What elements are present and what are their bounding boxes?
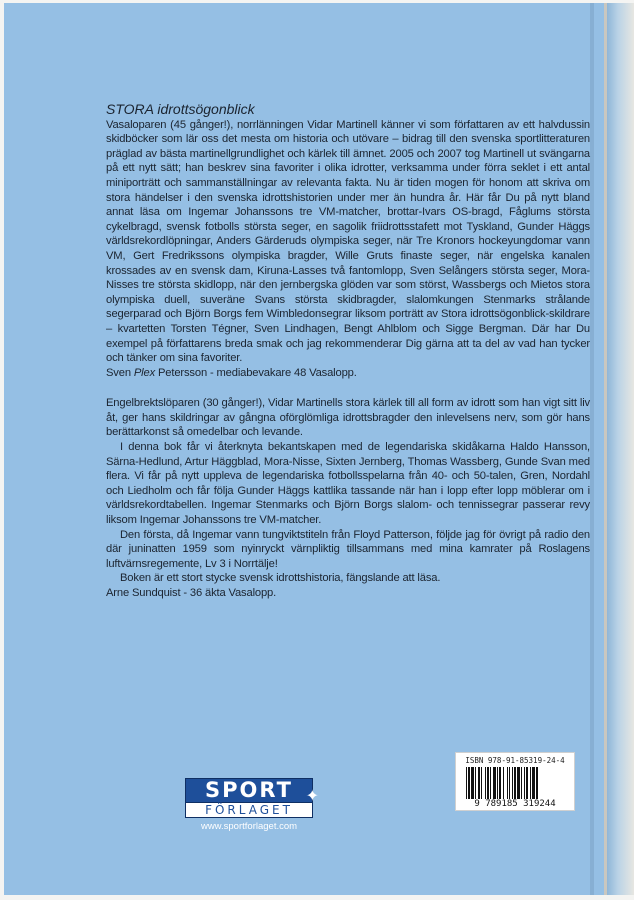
blurb-paragraph-1: Vasaloparen (45 gånger!), norrlänningen Vidar Martinell känner vi som författaren av ett halvdussin skidböcker som lär oss det mesta om historia och utövare – bidrag till den svenska sportlitteraturen präglad av bästa martinellgrundlighet och kärlek till ämnet. 2005 och 2007 tog Martinell ut svängarna på ett nytt sätt; han beskrev sina favoriter i olika idrotter, verksamma under förra seklet i ett antal miniporträtt och sammanställningar av relevanta fakta. Nu är tiden mogen för honom att skriva om stora händelser i den svenska idrottshistorien under mer än hundra år. Här får Du på nytt bland annat läsa om Ingemar Johanssons tre VM-matcher, brottar-Ivars OS-bragd, Fåglums största cykelbragd, svensk fotbolls största seger, en sagolik friidrottsstafett mot Tyskland, Gunder Häggs världsrekordlöpningar, Anders Gärderuds olympiska seger, när Tre Kronors hockeyungdomar vann VM, Gert Fredrikssons olympiska bragder, Wille Gruts finaste seger, när engelska kanalen krossades av en svensk dam, Kiruna-Lasses två fantomlopp, Sven Selångers största seger, Mora-Nisses tre största skidlopp, när den jernbergska glöden var som störst, Wassbergs och Mietos stora olympiska duell, suveräne Svans största skidbragder, slalomkungen Stenmarks strålande segerparad och Björn Borgs fem Wimbledonsegrar liksom porträtt av Stora idrottsögonblick-skildrare – kvartetten Torsten Tégner, Sven Lindhagen, Bengt Ahlblom och Sigge Bergman. Där har Du exempel på författarens breda smak och jag rekommenderar Dig gärna att ta del av vad han tycker och tänker om sina favoriter. bbox=[106, 118, 590, 365]
book-spine-edge bbox=[607, 3, 634, 895]
barcode-number: 9 789185 319244 bbox=[474, 799, 556, 809]
blurb-paragraph-5: Boken är ett stort stycke svensk idrottshistoria, fängslande att läsa. bbox=[120, 572, 441, 585]
barcode-bars bbox=[466, 767, 564, 799]
blurb-paragraph-4: Den första, då Ingemar vann tungviktstiteln från Floyd Patterson, följde jag för övrigt på radio den där juninatten 1959 som nyinryckt värnpliktig tillsammans med mina kamrater på Roslagens luftvärnsregemente, Lv 3 i Norrtälje! bbox=[106, 528, 590, 570]
star-icon: ✦ bbox=[305, 786, 322, 805]
publisher-logo bbox=[180, 778, 322, 832]
blurb-paragraph-2: Engelbrektslöparen (30 gånger!), Vidar Martinells stora kärlek till all form av idrott som han vigt sitt liv åt, ger hans skildringar av gångna oförglömliga idrottsbragder den inlevelsens nerv, som gör hans berättarkonst så omedelbar och levande. bbox=[106, 397, 590, 439]
blurb-heading: STORA idrottsögonblick bbox=[106, 101, 255, 117]
signature-1-nickname: Plex bbox=[133, 366, 156, 379]
back-cover-blurb bbox=[106, 102, 590, 601]
publisher-url: www.sportforlaget.com bbox=[200, 821, 298, 832]
signature-1-suffix: Petersson - mediabevakare 48 Vasalopp. bbox=[155, 366, 357, 379]
signature-1 bbox=[106, 366, 590, 381]
logo-sport-word: SPORT bbox=[185, 778, 313, 803]
signature-2: Arne Sundquist - 36 äkta Vasalopp. bbox=[106, 587, 277, 599]
signature-1-prefix: Sven bbox=[106, 366, 134, 379]
isbn-barcode bbox=[455, 752, 575, 811]
logo-forlaget-word: FÖRLAGET ✦ bbox=[185, 803, 313, 818]
isbn-label: ISBN 978-91-85319-24-4 bbox=[465, 756, 565, 765]
blurb-paragraph-3: I denna bok får vi återknyta bekantskapen med de legendariska skidåkarna Haldo Hansson, Särna-Hedlund, Artur Häggblad, Mora-Nisse, Sixten Jernberg, Thomas Wassberg, Gunde Svan med flera. Vi får på nytt uppleva de legendariska fotbollsspelarna från 40- och 50-talen, Gren, Nordahl och Liedholm och får följa Gunder Häggs kattlika tassande när han i lopp efter lopp möblerar om i världsrekordtabellen. Ingemar Stenmarks och Björn Borgs slalom- och tennissegrar passerar revy liksom Ingemar Johanssons tre VM-matcher. bbox=[106, 441, 590, 527]
cover-hinge bbox=[590, 3, 594, 895]
